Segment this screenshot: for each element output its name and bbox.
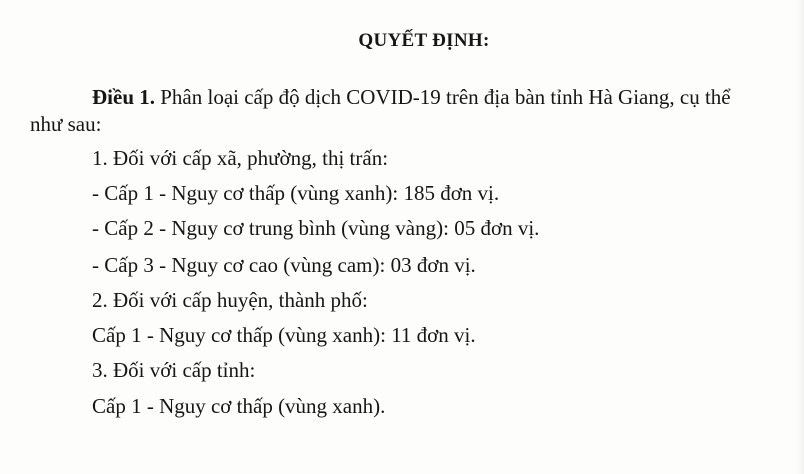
list-item-district-level-1: Cấp 1 - Nguy cơ thấp (vùng xanh): 11 đơn vị. [92,323,476,347]
scan-edge-shadow [796,0,804,474]
document-title: QUYẾT ĐỊNH: [358,30,490,51]
article-paragraph [30,84,768,138]
article-text: Phân loại cấp độ dịch COVID-19 trên địa bàn tỉnh Hà Giang, cụ thể như sau: [30,85,731,136]
section-heading-province: 3. Đối với cấp tỉnh: [92,358,256,382]
article-label: Điều 1. [92,85,155,109]
section-heading-district: 2. Đối với cấp huyện, thành phố: [92,288,368,312]
list-item-commune-level-2: - Cấp 2 - Nguy cơ trung bình (vùng vàng): 05 đơn vị. [92,216,540,240]
list-item-province-level-1: Cấp 1 - Nguy cơ thấp (vùng xanh). [92,394,386,418]
list-item-commune-level-1: - Cấp 1 - Nguy cơ thấp (vùng xanh): 185 đơn vị. [92,181,500,205]
list-item-commune-level-3: - Cấp 3 - Nguy cơ cao (vùng cam): 03 đơn vị. [92,253,476,277]
section-heading-commune: 1. Đối với cấp xã, phường, thị trấn: [92,146,389,170]
